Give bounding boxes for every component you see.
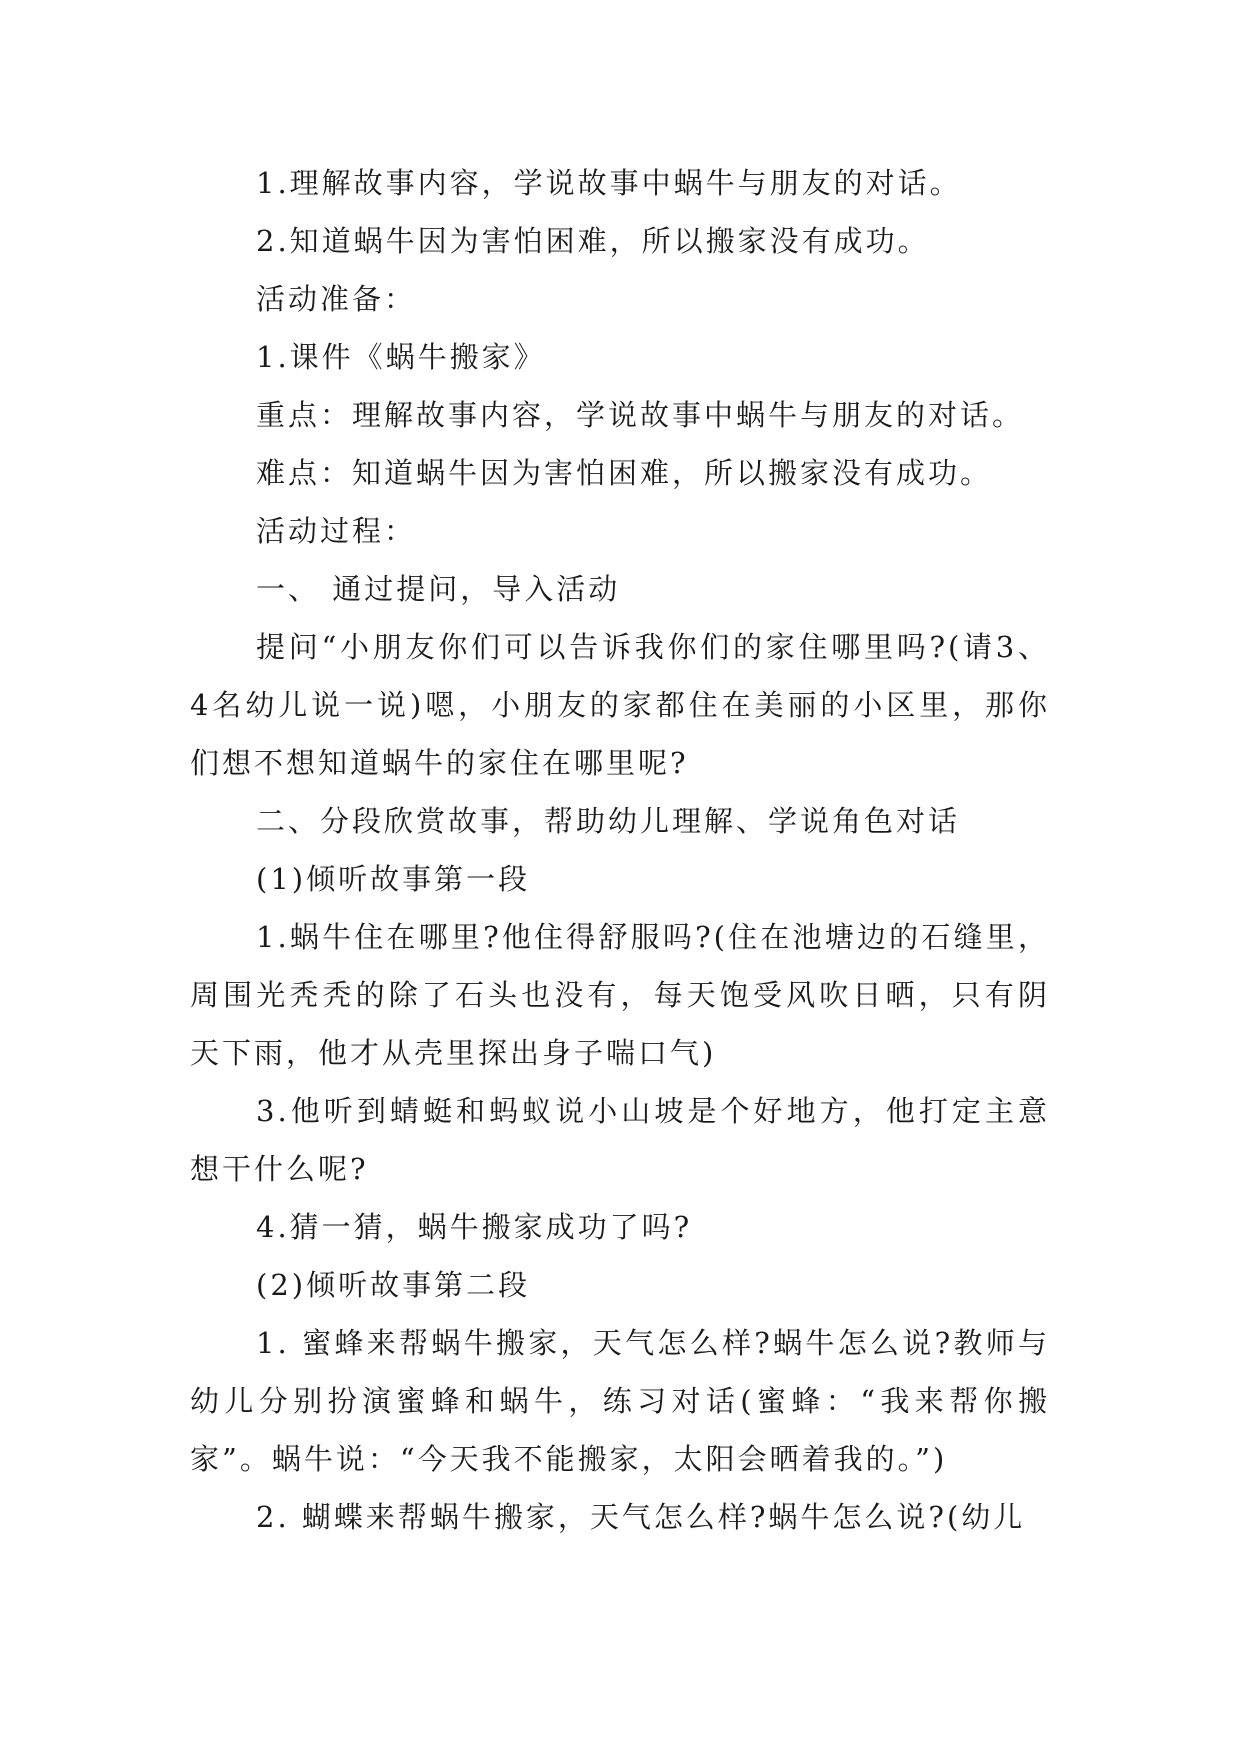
process-step-1-heading: 一、 通过提问，导入活动 [256, 572, 621, 606]
story-part-2-question-1: 1. 蜜蜂来帮蜗牛搬家，天气怎么样?蜗牛怎么说?教师与幼儿分别扮演蜜蜂和蜗牛，练习对话(蜜蜂：“我来帮你搬家”。蜗牛说：“今天我不能搬家，太阳会晒着我的。”) [190, 1326, 1050, 1476]
objective-2: 2.知道蜗牛因为害怕困难，所以搬家没有成功。 [256, 224, 930, 258]
preparation-item-1: 1.课件《蜗牛搬家》 [256, 340, 546, 374]
process-step-1-text: 提问“小朋友你们可以告诉我你们的家住哪里吗?(请3、4名幼儿说一说)嗯，小朋友的家都住在美丽的小区里，那你们想不想知道蜗牛的家住在哪里呢? [190, 630, 1050, 780]
section-heading-process: 活动过程： [256, 514, 417, 548]
story-part-2-question-2: 2. 蝴蝶来帮蜗牛搬家，天气怎么样?蜗牛怎么说?(幼儿 [256, 1500, 1026, 1534]
objective-1: 1.理解故事内容，学说故事中蜗牛与朋友的对话。 [256, 166, 962, 200]
document-body [190, 154, 1050, 1546]
story-part-1-question-4: 4.猜一猜，蜗牛搬家成功了吗? [256, 1210, 693, 1244]
story-part-1-heading: (1)倾听故事第一段 [256, 862, 531, 896]
process-step-2-heading: 二、分段欣赏故事，帮助幼儿理解、学说角色对话 [256, 804, 961, 838]
difficult-point: 难点：知道蜗牛因为害怕困难，所以搬家没有成功。 [256, 456, 993, 490]
story-part-1-question-3: 3.他听到蜻蜓和蚂蚁说小山坡是个好地方，他打定主意想干什么呢? [190, 1094, 1050, 1186]
section-heading-preparation: 活动准备： [256, 282, 417, 316]
story-part-2-heading: (2)倾听故事第二段 [256, 1268, 531, 1302]
key-point: 重点：理解故事内容，学说故事中蜗牛与朋友的对话。 [256, 398, 1025, 432]
story-part-1-question-1: 1.蜗牛住在哪里?他住得舒服吗?(住在池塘边的石缝里，周围光秃秃的除了石头也没有，每天饱受风吹日晒，只有阴天下雨，他才从壳里探出身子喘口气) [190, 920, 1050, 1070]
